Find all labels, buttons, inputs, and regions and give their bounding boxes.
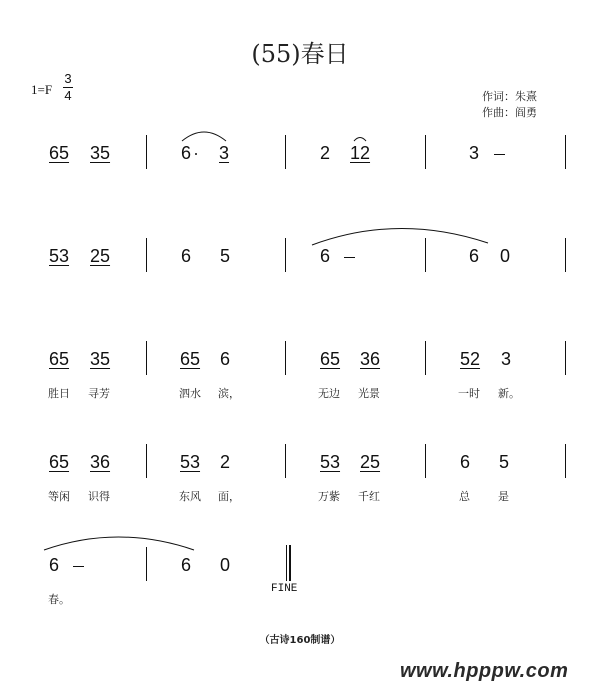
note: 6 <box>181 143 192 163</box>
note: 3 <box>219 143 230 163</box>
note: 0 <box>220 555 231 575</box>
note: 6 <box>181 246 192 266</box>
note: 3 <box>501 349 512 369</box>
bar-line <box>425 444 426 478</box>
note: 5 <box>220 246 231 266</box>
lyric: 总 <box>459 490 470 503</box>
final-bar-line-thick <box>289 545 291 581</box>
lyric: 千红 <box>358 490 380 503</box>
tie-icon <box>42 534 197 554</box>
note: 6 <box>181 555 192 575</box>
note-group: 25 <box>90 246 111 266</box>
composer: 作曲：阎勇 <box>482 106 537 119</box>
bar-line <box>565 238 566 272</box>
bar-line <box>146 547 147 581</box>
note-group: 65 <box>49 452 70 472</box>
lyric: 胜日 <box>48 387 70 400</box>
lyric: 等闲 <box>48 490 70 503</box>
final-bar-line <box>286 545 287 581</box>
lyric: 面， <box>218 490 240 503</box>
bar-line <box>425 135 426 169</box>
tie-icon <box>310 225 490 247</box>
slur-icon <box>180 129 230 143</box>
bar-line <box>285 238 286 272</box>
lyric: 万紫 <box>318 490 340 503</box>
credits <box>482 89 537 121</box>
dash-extension <box>494 154 505 155</box>
dash-extension <box>73 566 84 567</box>
dash-extension <box>344 257 355 258</box>
note-group: 65 <box>180 349 201 369</box>
bar-line <box>565 444 566 478</box>
bar-line <box>146 444 147 478</box>
lyric: 滨， <box>218 387 240 400</box>
note: 3 <box>469 143 480 163</box>
note-group: 53 <box>320 452 341 472</box>
note-group: 52 <box>460 349 481 369</box>
time-denominator: 4 <box>64 88 72 103</box>
note: 6 <box>49 555 60 575</box>
lyric: 春。 <box>48 593 70 606</box>
lyric: 无边 <box>318 387 340 400</box>
note-group: 12 <box>350 143 371 163</box>
note: 5 <box>499 452 510 472</box>
bar-line <box>146 341 147 375</box>
note-group: 36 <box>360 349 381 369</box>
note-group: 36 <box>90 452 111 472</box>
bar-line <box>425 341 426 375</box>
note-group: 65 <box>49 349 70 369</box>
song-title: (55)春日 <box>251 40 349 68</box>
lyric: 是 <box>498 490 509 503</box>
bar-line <box>285 135 286 169</box>
note: 6 <box>469 246 480 266</box>
slur-icon <box>353 136 367 142</box>
note: 2 <box>220 452 231 472</box>
time-signature <box>63 72 73 103</box>
note-group: 65 <box>49 143 70 163</box>
fine-mark: FINE <box>271 583 298 595</box>
note-group: 65 <box>320 349 341 369</box>
arranger-note: （古诗160制谱） <box>259 635 341 646</box>
lyricist: 作词：朱熹 <box>482 90 537 103</box>
lyric: 泗水 <box>179 387 201 400</box>
note-group: 35 <box>90 143 111 163</box>
bar-line <box>425 238 426 272</box>
bar-line <box>285 444 286 478</box>
lyric: 寻芳 <box>88 387 110 400</box>
note-group: 35 <box>90 349 111 369</box>
note: 6 <box>320 246 331 266</box>
time-numerator: 3 <box>64 71 72 86</box>
dotted-note-icon <box>195 153 197 155</box>
note: 0 <box>500 246 511 266</box>
note: 6 <box>220 349 231 369</box>
lyric: 东风 <box>179 490 201 503</box>
note-group: 25 <box>360 452 381 472</box>
lyric: 识得 <box>88 490 110 503</box>
note-group: 53 <box>180 452 201 472</box>
lyric: 新。 <box>498 387 520 400</box>
bar-line <box>285 341 286 375</box>
bar-line <box>146 135 147 169</box>
bar-line <box>565 341 566 375</box>
bar-line <box>146 238 147 272</box>
lyric: 一时 <box>458 387 480 400</box>
key-signature: 1=F <box>31 82 53 97</box>
bar-line <box>565 135 566 169</box>
note: 2 <box>320 143 331 163</box>
watermark: www.hpppw.com <box>400 660 569 682</box>
note: 6 <box>460 452 471 472</box>
note-group: 53 <box>49 246 70 266</box>
lyric: 光景 <box>358 387 380 400</box>
